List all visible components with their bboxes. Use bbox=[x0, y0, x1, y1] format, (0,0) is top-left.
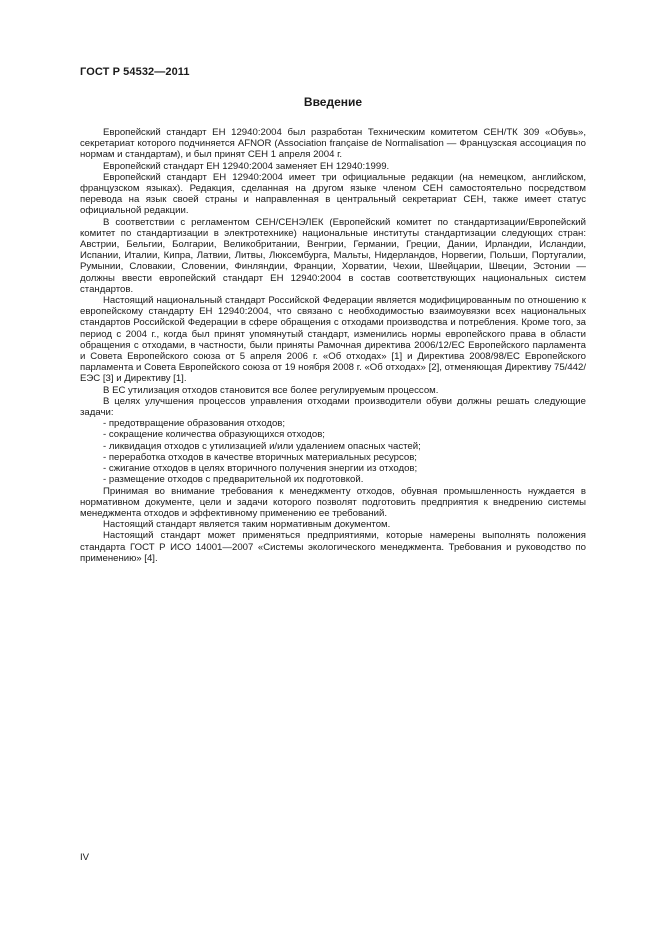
section-body bbox=[80, 127, 586, 564]
task-list-item: - ликвидация отходов с утилизацией и/или удалением опасных частей; bbox=[103, 440, 421, 452]
paragraph: Настоящий национальный стандарт Российской Федерации является модифицированным по отношению к европейскому стандарту ЕН 12940:2004, что связано с необходимостью взаимоувязки всех национальных стандартов Российской Федерации в сфере обращения с отходами производства и потребления. Кроме того, за период с 2004 г., когда был принят упомянутый стандарт, изменились нормы европейского права в области обращения с отходами, в частности, были приняты Рамочная директива 2006/12/ЕС Европейского парламента и Совета Европейского союза от 5 апреля 2006 г. «Об отходах» [1] и Директива 2008/98/ЕС Европейского парламента и Совета Европейского союза от 19 ноября 2008 г. «Об отходах» [2], отменяющая Директиву 75/442/ЕЭС [3] и Директиву [1]. bbox=[80, 295, 586, 385]
page-number: IV bbox=[80, 852, 90, 863]
document-id: ГОСТ Р 54532—2011 bbox=[80, 66, 190, 78]
paragraph: Настоящий стандарт может применяться предприятиями, которые намерены выполнять положения стандарта ГОСТ Р ИСО 14001—2007 «Системы экологического менеджмента. Требования и руководство по применению» [4]. bbox=[80, 530, 586, 564]
paragraph: Принимая во внимание требования к менеджменту отходов, обувная промышленность нуждается в нормативном документе, цели и задачи которого позволят подготовить предприятия к внедрению системы менеджмента отходов и эффективному применению ее требований. bbox=[80, 485, 586, 519]
task-list-item: - размещение отходов с предварительной их подготовкой. bbox=[103, 474, 364, 486]
paragraph: Европейский стандарт ЕН 12940:2004 заменяет ЕН 12940:1999. bbox=[103, 160, 390, 172]
task-list-item: - сокращение количества образующихся отходов; bbox=[103, 429, 325, 441]
paragraph: Европейский стандарт ЕН 12940:2004 был разработан Техническим комитетом СЕН/ТК 309 «Обувь», секретариат которого подчиняется AFNOR (Association française de Normalisation — Французская ассоциация по нормам и стандартам), и был принят СЕН 1 апреля 2004 г. bbox=[80, 127, 586, 161]
section-title: Введение bbox=[303, 95, 363, 109]
task-list bbox=[80, 418, 586, 485]
paragraph: Европейский стандарт ЕН 12940:2004 имеет три официальные редакции (на немецком, английском, французском языках). Редакция, сделанная на другом языке членом СЕН самостоятельно посредством перевода на язык своей страны и направленная в центральный секретариат СЕН, также имеет статус официальной редакции. bbox=[80, 171, 586, 217]
paragraph: В соответствии с регламентом СЕН/СЕНЭЛЕК (Европейский комитет по стандартизации/Европейский комитет по стандартизации в электротехнике) национальные институты стандартизации следующих стран: Австрии, Бельгии, Болгарии, Великобритании, Венгрии, Германии, Греции, Дании, Ирландии, Исландии, Испании, Италии, Кипра, Латвии, Литвы, Люксембурга, Мальты, Нидерландов, Норвегии, Польши, Португалии, Румынии, Словакии, Словении, Финляндии, Франции, Хорватии, Чехии, Швейцарии, Швеции, Эстонии — должны ввести европейский стандарт ЕН 12940:2004 в состав соответствующих национальных систем стандартов. bbox=[80, 216, 586, 295]
paragraph: Настоящий стандарт является таким нормативным документом. bbox=[103, 519, 391, 531]
paragraph: В целях улучшения процессов управления отходами производители обуви должны решать следующие задачи: bbox=[80, 395, 586, 419]
task-list-item: - предотвращение образования отходов; bbox=[103, 418, 286, 430]
paragraph: В ЕС утилизация отходов становится все более регулируемым процессом. bbox=[103, 384, 439, 396]
task-list-item: - сжигание отходов в целях вторичного получения энергии из отходов; bbox=[103, 463, 418, 475]
task-list-item: - переработка отходов в качестве вторичных материальных ресурсов; bbox=[103, 451, 417, 463]
